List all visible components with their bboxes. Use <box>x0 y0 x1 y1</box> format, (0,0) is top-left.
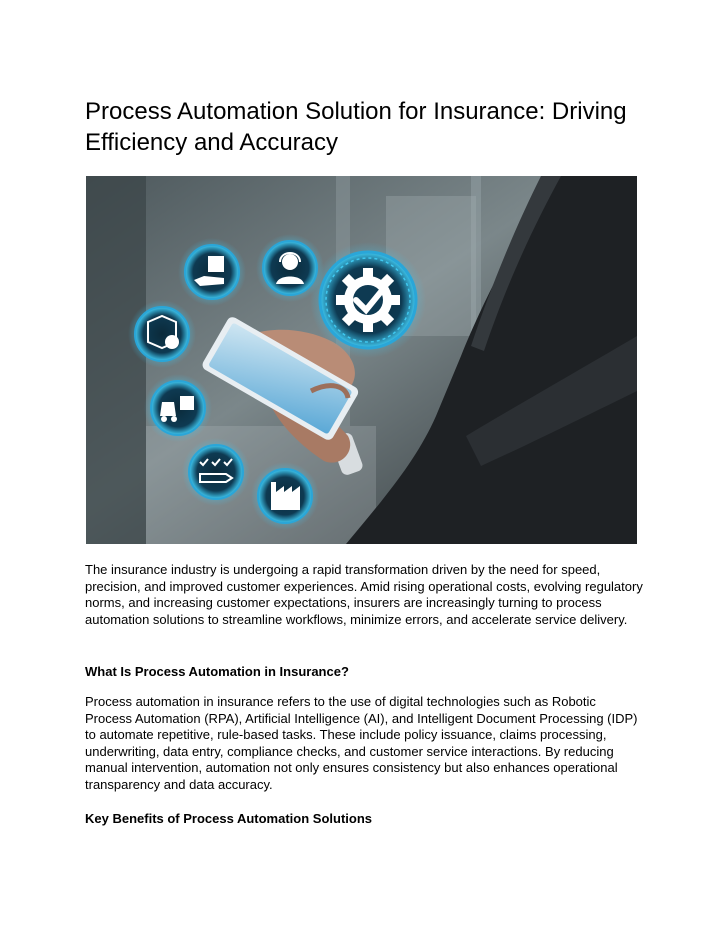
page-title: Process Automation Solution for Insurance: Driving Efficiency and Accuracy <box>85 98 627 156</box>
section-heading-what-is: What Is Process Automation in Insurance? <box>85 664 349 679</box>
forklift-icon <box>144 374 212 442</box>
checklist-flow-icon <box>182 438 250 506</box>
section-heading-key-benefits: Key Benefits of Process Automation Solutions <box>85 811 373 826</box>
support-agent-icon <box>256 234 324 302</box>
section-body-what-is: Process automation in insurance refers to the use of digital technologies such as Robotic Process Automation (RPA), Artificial Intelligence (AI), and Intelligent Document Processing (IDP) to automate repetitive, rule-based tasks. These include policy issuance, claims processing, underwriting, data entry, compliance checks, and customer service interactions. By reducing manual intervention, automation not only ensures consistency but also enhances operational transparency and data accuracy. <box>85 694 638 792</box>
hero-image <box>86 176 637 544</box>
box-exchange-icon <box>128 300 196 368</box>
package-hand-icon <box>178 238 246 306</box>
intro-paragraph: The insurance industry is undergoing a rapid transformation driven by the need for speed, precision, and improved customer experiences. Amid rising operational costs, evolving regulatory norms, and increasing customer expectations, insurers are increasingly turning to process automation solutions to streamline workflows, minimize errors, and accelerate service delivery. <box>85 562 643 627</box>
gear-check-icon <box>310 242 426 358</box>
factory-icon <box>251 462 319 530</box>
